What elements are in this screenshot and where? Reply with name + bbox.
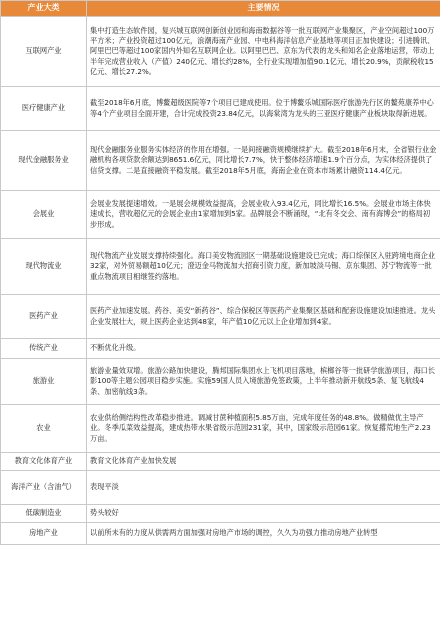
category-cell: 互联网产业 xyxy=(1,17,87,87)
table-row xyxy=(1,131,440,191)
status-cell: 现代金融服务业服务实体经济的作用在增强。一是间接融资规模继续扩大。截至2018年6月末，全省银行业金融机构各项贷款余额达到8651.6亿元，同比增长7.7%，快于整体经济增速1.9个百分点，为实体经济提供了信贷支撑。二是直接融资平稳发展。截至2018年5月底，海南企业在资本市场累计融资114.4亿元。 xyxy=(87,131,440,191)
status-cell: 以前所未有的力度从供需两方面加强对房地产市场的调控，久久为功强力推动房地产业转型 xyxy=(87,523,440,545)
header-status: 主要情况 xyxy=(87,1,440,17)
table-row xyxy=(1,191,440,239)
category-cell: 教育文化体育产业 xyxy=(1,453,87,471)
status-cell: 截至2018年6月底，博鳌超级医院等7个项目已建成使用。位于博鳌乐城国际医疗旅游先行区的鳌苑康养中心等4个产业项目全面开建，合计完成投资23.84亿元，以海棠湾为龙头的三亚医疗健康产业板块取得新进展。 xyxy=(87,87,440,131)
category-cell: 低碳制造业 xyxy=(1,505,87,523)
table-row xyxy=(1,453,440,471)
status-cell: 医药产业加速发展。药谷、美安“新药谷”、综合保税区等医药产业集聚区基础和配套设施建设加速推进。龙头企业发展壮大，规上医药企业达到48家，年产值10亿元以上企业增加到4家。 xyxy=(87,295,440,339)
category-cell: 农业 xyxy=(1,405,87,453)
category-cell: 房地产业 xyxy=(1,523,87,545)
category-cell: 现代物流业 xyxy=(1,239,87,295)
table-row xyxy=(1,339,440,359)
status-cell: 会展业发展提速增效。一是展会规模效益提高，会展业收入93.4亿元，同比增长16.5%。会展业市场主体快速成长，营收超亿元的会展企业由1家增加到5家。品牌展会不断涌现，“北有冬交会、南有海博会”的格局初步形成。 xyxy=(87,191,440,239)
table-row xyxy=(1,359,440,405)
status-cell: 教育文化体育产业加快发展 xyxy=(87,453,440,471)
table-row xyxy=(1,17,440,87)
table-row xyxy=(1,505,440,523)
status-cell: 现代物流产业发展支撑持续强化。海口美安物流园区一期基础设施建设已完成；海口综保区入驻跨境电商企业32家，对外贸易额超10亿元；澄迈金马物流加大招商引资力度，新加坡淡马锡、京东集团、苏宁物流等一批重点物流项目相继签约落地。 xyxy=(87,239,440,295)
table-row xyxy=(1,239,440,295)
header-category: 产业大类 xyxy=(1,1,87,17)
table-row xyxy=(1,295,440,339)
status-cell: 不断优化升级。 xyxy=(87,339,440,359)
status-cell: 集中打造生态软件园，复兴城互联网创新创业园和海南数据谷等一批互联网产业集聚区，产业空间超过100万平方米；产业投资超过100亿元，浪潮海南产业园、中电科海洋信息产业基地等项目正加快建设；引进腾讯、阿里巴巴等超过100家国内外知名互联网企业。以阿里巴巴、京东为代表的龙头和知名企业落地运营，带动上半年完成营业收入（产值）240亿元、增长约28%，全行业实现增加值90.1亿元、增长20.9%，贡献税收15亿元、增长27.2%。 xyxy=(87,17,440,87)
category-cell: 会展业 xyxy=(1,191,87,239)
category-cell: 现代金融服务业 xyxy=(1,131,87,191)
table-row xyxy=(1,87,440,131)
category-cell: 海洋产业（含油气） xyxy=(1,471,87,505)
category-cell: 医药产业 xyxy=(1,295,87,339)
category-cell: 医疗健康产业 xyxy=(1,87,87,131)
table-row xyxy=(1,405,440,453)
category-cell: 传统产业 xyxy=(1,339,87,359)
status-cell: 表现平淡 xyxy=(87,471,440,505)
status-cell: 旅游业量效双增。旅游公路加快建设，腾邦国际集团水上飞机项目落地，槟榔谷等一批研学旅游项目，海口长影100等主题公园项目稳步实施。实施59国人员入境旅游免签政策，上半年推动新开航线5条、复飞航线4条、加密航线3条。 xyxy=(87,359,440,405)
status-cell: 势头较好 xyxy=(87,505,440,523)
category-cell: 旅游业 xyxy=(1,359,87,405)
table-row xyxy=(1,523,440,545)
table-header-row xyxy=(1,1,440,17)
status-cell: 农业供给侧结构性改革稳步推进。调减甘蔗种植面积5.85万亩，完成年度任务的48.8%。做精做优主导产业。冬季瓜菜效益提高，建成热带水果省级示范园231家，其中，国家级示范园61家。恢复撂荒地生产2.23万亩。 xyxy=(87,405,440,453)
table-row xyxy=(1,471,440,505)
